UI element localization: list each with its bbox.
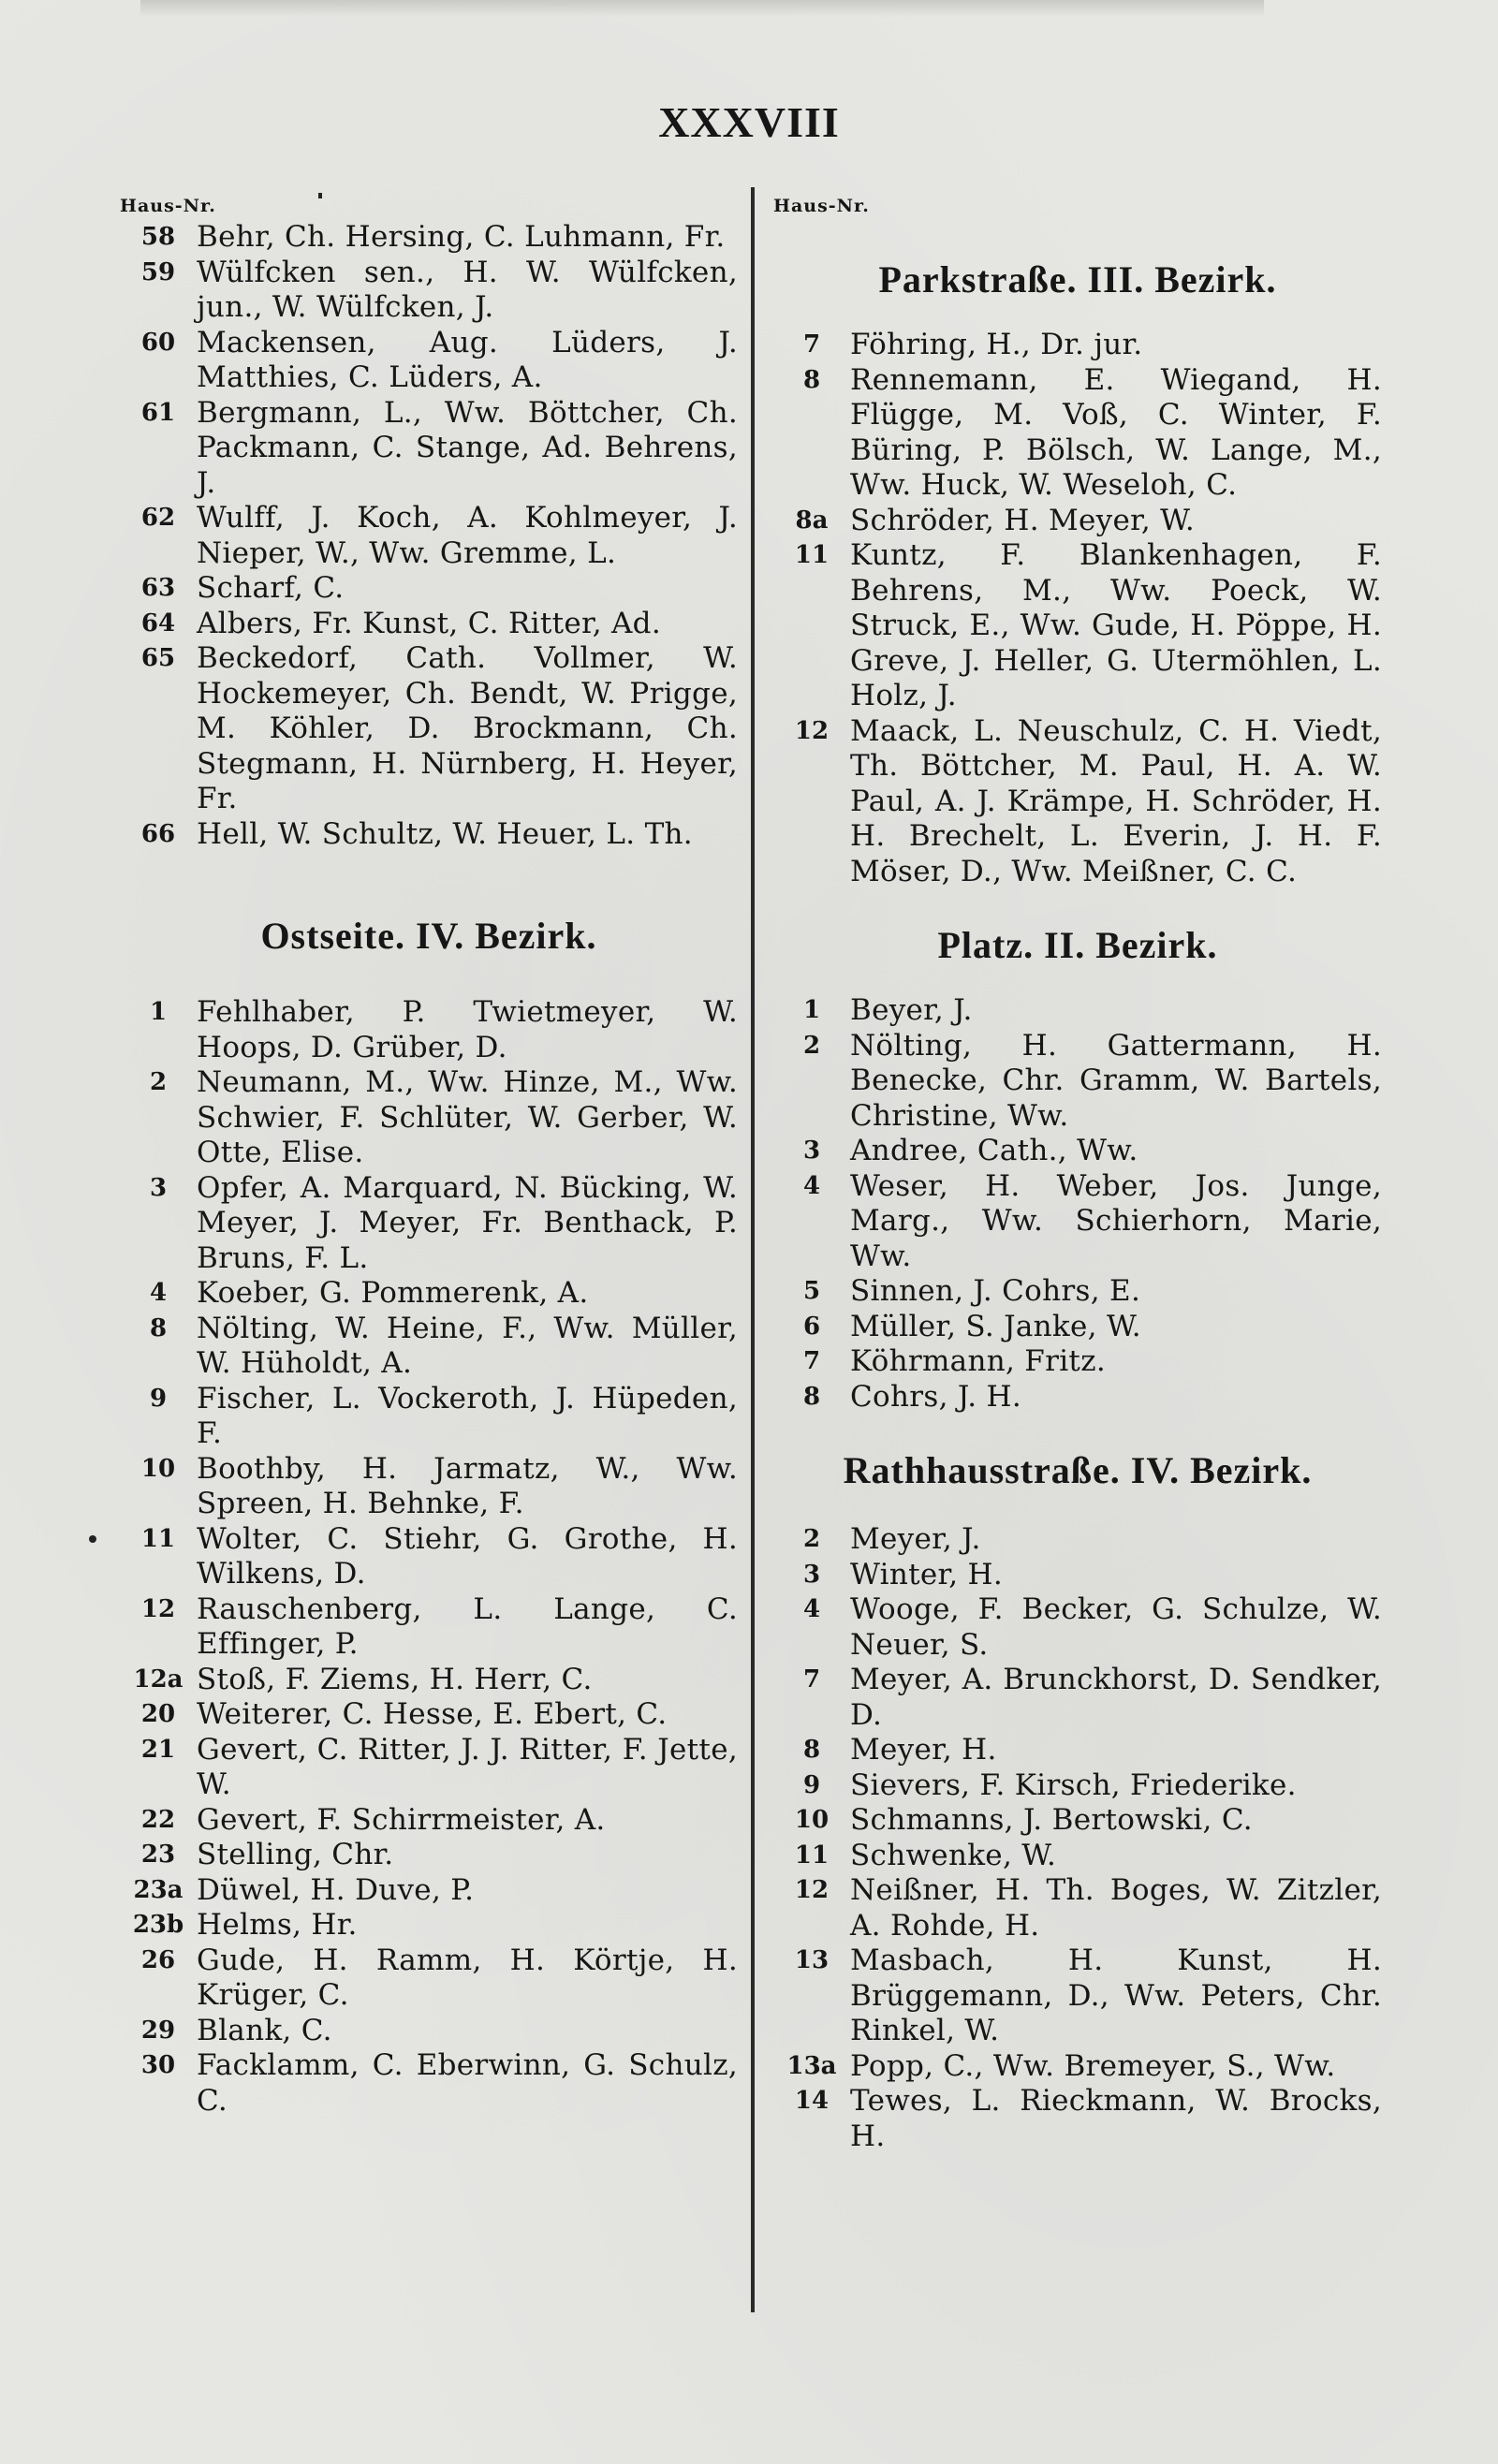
resident-names: Weser, H. Weber, Jos. Junge, Marg., Ww. Schierhorn, Marie, Ww. <box>850 1168 1382 1273</box>
directory-entry <box>120 256 738 326</box>
resident-names: Blank, C. <box>197 2013 332 2047</box>
resident-names: Beckedorf, Cath. Vollmer, W. Hockemeyer, Ch. Bendt, W. Prigge, M. Köhler, D. Brockmann, Ch. Stegmann, H. Nürnberg, H. Heyer, Fr. <box>197 641 738 815</box>
resident-names: Rauschenberg, L. Lange, C. Effinger, P. <box>197 1591 738 1661</box>
directory-entry <box>773 1522 1382 1558</box>
directory-entry <box>120 501 738 571</box>
directory-entry <box>120 817 738 853</box>
resident-names: Neumann, M., Ww. Hinze, M., Ww. Schwier, F. Schlüter, W. Gerber, W. Otte, Elise. <box>197 1065 738 1169</box>
directory-entry <box>120 1838 738 1873</box>
entries-list-top <box>120 220 738 852</box>
house-number: 8 <box>149 1313 168 1342</box>
directory-entry <box>120 326 738 396</box>
house-number: 2 <box>802 1031 821 1060</box>
resident-names: Nölting, H. Gattermann, H. Benecke, Chr. Gramm, W. Bartels, Christine, Ww. <box>850 1028 1382 1133</box>
resident-names: Facklamm, C. Eberwinn, G. Schulz, C. <box>197 2048 738 2118</box>
resident-names: Maack, L. Neuschulz, C. H. Viedt, Th. Böttcher, M. Paul, H. A. W. Paul, A. J. Krämpe, H. Schröder, H. H. Brechelt, L. Everin, J. H. F. Möser, D., Ww. Meißner, C. C. <box>850 713 1382 888</box>
house-number: 59 <box>140 257 176 286</box>
house-number: 7 <box>802 330 821 359</box>
resident-names: Masbach, H. Kunst, H. Brüggemann, D., Ww. Peters, Chr. Rinkel, W. <box>850 1943 1382 2047</box>
resident-names: Gevert, F. Schirrmeister, A. <box>197 1802 606 1837</box>
resident-names: Sievers, F. Kirsch, Friederike. <box>850 1767 1297 1802</box>
resident-names: Nölting, W. Heine, F., Ww. Müller, W. Hüholdt, A. <box>197 1311 738 1380</box>
directory-entry <box>120 1452 738 1522</box>
directory-entry <box>120 1065 738 1171</box>
house-number: 3 <box>149 1173 168 1202</box>
directory-entry <box>120 1171 738 1277</box>
left-column <box>120 192 738 2119</box>
house-number: 13a <box>786 2051 837 2080</box>
directory-entry <box>773 1803 1382 1839</box>
directory-entry <box>773 328 1382 363</box>
house-number: 63 <box>140 574 176 602</box>
directory-entry <box>773 1380 1382 1415</box>
resident-names: Fehlhaber, P. Twietmeyer, W. Hoops, D. Grüber, D. <box>197 995 738 1064</box>
house-number: 64 <box>140 609 176 638</box>
directory-entry <box>120 1697 738 1733</box>
resident-names: Wülfcken sen., H. W. Wülfcken, jun., W. Wülfcken, J. <box>197 255 738 324</box>
directory-entry <box>773 2084 1382 2154</box>
house-number: 10 <box>140 1454 176 1483</box>
directory-entry <box>773 1839 1382 1874</box>
directory-entry <box>773 1310 1382 1345</box>
directory-entry <box>773 714 1382 890</box>
house-number: 12 <box>794 716 830 745</box>
resident-names: Boothby, H. Jarmatz, W., Ww. Spreen, H. Behnke, F. <box>197 1451 738 1520</box>
resident-names: Scharf, C. <box>197 571 345 605</box>
house-number: 3 <box>802 1560 821 1589</box>
house-number: 23 <box>140 1841 176 1869</box>
resident-names: Albers, Fr. Kunst, C. Ritter, Ad. <box>197 606 661 640</box>
directory-entry <box>120 641 738 817</box>
house-number: 11 <box>140 1524 176 1553</box>
house-number: 2 <box>802 1525 821 1553</box>
house-number: 9 <box>802 1770 821 1799</box>
resident-names: Meyer, H. <box>850 1733 997 1767</box>
house-number: 58 <box>140 223 176 251</box>
resident-names: Stelling, Chr. <box>197 1838 394 1871</box>
house-number: 9 <box>149 1384 168 1413</box>
entries-list-platz <box>773 993 1382 1415</box>
directory-entry <box>773 1344 1382 1380</box>
house-number: 66 <box>140 819 176 848</box>
resident-names: Bergmann, L., Ww. Böttcher, Ch. Packmann, C. Stange, Ad. Behrens, J. <box>197 395 738 500</box>
house-number: 26 <box>140 1945 176 1974</box>
resident-names: Koeber, G. Pommerenk, A. <box>197 1276 589 1310</box>
house-number: 7 <box>802 1347 821 1375</box>
directory-entry <box>120 607 738 642</box>
directory-entry <box>120 2048 738 2119</box>
resident-names: Stoß, F. Ziems, H. Herr, C. <box>197 1662 593 1696</box>
house-number: 29 <box>140 2016 176 2045</box>
section-title-ostseite: Ostseite. IV. Bezirk. <box>260 915 597 957</box>
house-number: 62 <box>140 504 176 532</box>
house-number: 7 <box>802 1665 821 1694</box>
resident-names: Köhrmann, Fritz. <box>850 1344 1106 1378</box>
house-number: 22 <box>140 1805 176 1834</box>
house-number: 21 <box>140 1735 176 1764</box>
directory-entry <box>120 1908 738 1943</box>
house-number: 6 <box>802 1312 821 1341</box>
section-title-rathhausstrasse: Rathhausstraße. IV. Bezirk. <box>843 1449 1313 1491</box>
resident-names: Wulff, J. Koch, A. Kohlmeyer, J. Nieper, W., Ww. Gremme, L. <box>197 501 738 570</box>
resident-names: Popp, C., Ww. Bremeyer, S., Ww. <box>850 2048 1336 2083</box>
resident-names: Helms, Hr. <box>197 1908 358 1942</box>
house-number: 60 <box>140 328 176 357</box>
house-number: 11 <box>794 1841 830 1870</box>
house-number: 4 <box>802 1595 821 1623</box>
resident-names: Gevert, C. Ritter, J. J. Ritter, F. Jette, W. <box>197 1732 738 1801</box>
resident-names: Tewes, L. Rieckmann, W. Brocks, H. <box>850 2084 1382 2153</box>
house-number: 1 <box>149 998 168 1026</box>
resident-names: Cohrs, J. H. <box>850 1379 1022 1414</box>
column-divider <box>751 187 755 2312</box>
directory-entry <box>773 1029 1382 1135</box>
house-number: 20 <box>140 1700 176 1728</box>
house-number: 11 <box>794 541 830 569</box>
resident-names: Fischer, L. Vockeroth, J. Hüpeden, F. <box>197 1381 738 1450</box>
resident-names: Winter, H. <box>850 1557 1004 1591</box>
entries-list-parkstrasse <box>773 328 1382 889</box>
directory-entry <box>120 1382 738 1452</box>
resident-names: Schwenke, W. <box>850 1838 1057 1872</box>
house-number: 8 <box>802 1382 821 1411</box>
house-number: 5 <box>802 1277 821 1305</box>
resident-names: Kuntz, F. Blankenhagen, F. Behrens, M., Ww. Poeck, W. Struck, E., Ww. Gude, H. Pöppe, H. Greve, J. Heller, G. Utermöhlen, L. Holz, J. <box>850 538 1382 712</box>
house-number: 2 <box>149 1068 168 1096</box>
right-column <box>773 192 1382 2154</box>
section-title-platz: Platz. II. Bezirk. <box>937 924 1218 966</box>
resident-names: Behr, Ch. Hersing, C. Luhmann, Fr. <box>197 220 726 254</box>
resident-names: Opfer, A. Marquard, N. Bücking, W. Meyer, J. Meyer, Fr. Benthack, P. Bruns, F. L. <box>197 1170 738 1275</box>
house-number: 14 <box>794 2087 830 2115</box>
resident-names: Sinnen, J. Cohrs, E. <box>850 1274 1141 1308</box>
directory-entry <box>773 1274 1382 1310</box>
house-number: 23b <box>132 1911 184 1939</box>
directory-entry <box>773 363 1382 504</box>
house-number: 13 <box>794 1946 830 1974</box>
house-number: 65 <box>140 644 176 672</box>
directory-entry <box>773 1663 1382 1733</box>
directory-entry <box>120 396 738 502</box>
house-number: 12 <box>794 1876 830 1904</box>
house-number-header: Haus-Nr. <box>120 196 216 216</box>
directory-entry <box>773 1873 1382 1943</box>
directory-entry <box>120 571 738 607</box>
resident-names: Föhring, H., Dr. jur. <box>850 328 1143 361</box>
house-number-header: Haus-Nr. <box>773 196 870 216</box>
directory-entry <box>773 1134 1382 1169</box>
directory-entry <box>120 1733 738 1803</box>
directory-entry <box>120 1663 738 1698</box>
ink-mark <box>89 1535 96 1543</box>
resident-names: Düwel, H. Duve, P. <box>197 1872 475 1907</box>
house-number: 8 <box>802 1736 821 1764</box>
house-number: 4 <box>802 1171 821 1200</box>
house-number: 8 <box>802 365 821 394</box>
directory-entry <box>120 1803 738 1839</box>
resident-names: Mackensen, Aug. Lüders, J. Matthies, C. Lüders, A. <box>197 325 738 394</box>
resident-names: Gude, H. Ramm, H. Körtje, H. Krüger, C. <box>197 1943 738 2012</box>
house-number: 4 <box>149 1279 168 1307</box>
section-title-parkstrasse: Parkstraße. III. Bezirk. <box>878 258 1277 301</box>
resident-names: Schröder, H. Meyer, W. <box>850 503 1196 537</box>
resident-names: Wolter, C. Stiehr, G. Grothe, H. Wilkens, D. <box>197 1521 738 1591</box>
directory-entry <box>120 1943 738 2014</box>
entries-list-rathhausstrasse <box>773 1522 1382 2154</box>
resident-names: Meyer, J. <box>850 1522 981 1556</box>
directory-entry <box>773 1768 1382 1804</box>
directory-entry <box>120 1873 738 1909</box>
house-number: 61 <box>140 398 176 427</box>
directory-entry <box>773 1592 1382 1663</box>
directory-entry <box>773 993 1382 1029</box>
resident-names: Hell, W. Schultz, W. Heuer, L. Th. <box>197 816 693 851</box>
resident-names: Müller, S. Janke, W. <box>850 1309 1141 1343</box>
directory-entry <box>120 1312 738 1382</box>
page-title: XXXVIII <box>658 98 840 146</box>
directory-entry <box>120 995 738 1065</box>
house-number: 8a <box>795 506 829 535</box>
directory-entry <box>773 538 1382 714</box>
directory-entry <box>773 1733 1382 1768</box>
directory-entry <box>773 1943 1382 2049</box>
directory-entry <box>773 1558 1382 1593</box>
resident-names: Weiterer, C. Hesse, E. Ebert, C. <box>197 1697 668 1731</box>
resident-names: Schmanns, J. Bertowski, C. <box>850 1803 1253 1837</box>
house-number: 23a <box>133 1875 184 1904</box>
house-number: 10 <box>794 1806 830 1834</box>
house-number: 1 <box>802 996 821 1024</box>
resident-names: Neißner, H. Th. Boges, W. Zitzler, A. Rohde, H. <box>850 1873 1382 1943</box>
directory-entry <box>773 2049 1382 2085</box>
resident-names: Andree, Cath., Ww. <box>850 1134 1138 1167</box>
directory-entry <box>120 1276 738 1312</box>
directory-entry <box>773 504 1382 539</box>
directory-entry <box>120 220 738 256</box>
page-edge-shadow <box>140 0 1264 17</box>
directory-entry <box>120 1592 738 1663</box>
entries-list-ostseite <box>120 995 738 2119</box>
resident-names: Wooge, F. Becker, G. Schulze, W. Neuer, S. <box>850 1592 1382 1662</box>
resident-names: Meyer, A. Brunckhorst, D. Sendker, D. <box>850 1663 1382 1732</box>
house-number: 12 <box>140 1594 176 1623</box>
directory-entry <box>120 1522 738 1592</box>
directory-entry <box>120 2014 738 2049</box>
resident-names: Rennemann, E. Wiegand, H. Flügge, M. Voß, C. Winter, F. Büring, P. Bölsch, W. Lange, M., Ww. Huck, W. Weseloh, C. <box>850 362 1382 502</box>
house-number: 30 <box>140 2051 176 2079</box>
house-number: 12a <box>133 1665 184 1694</box>
house-number: 3 <box>802 1137 821 1165</box>
directory-entry <box>773 1169 1382 1275</box>
resident-names: Beyer, J. <box>850 993 973 1027</box>
